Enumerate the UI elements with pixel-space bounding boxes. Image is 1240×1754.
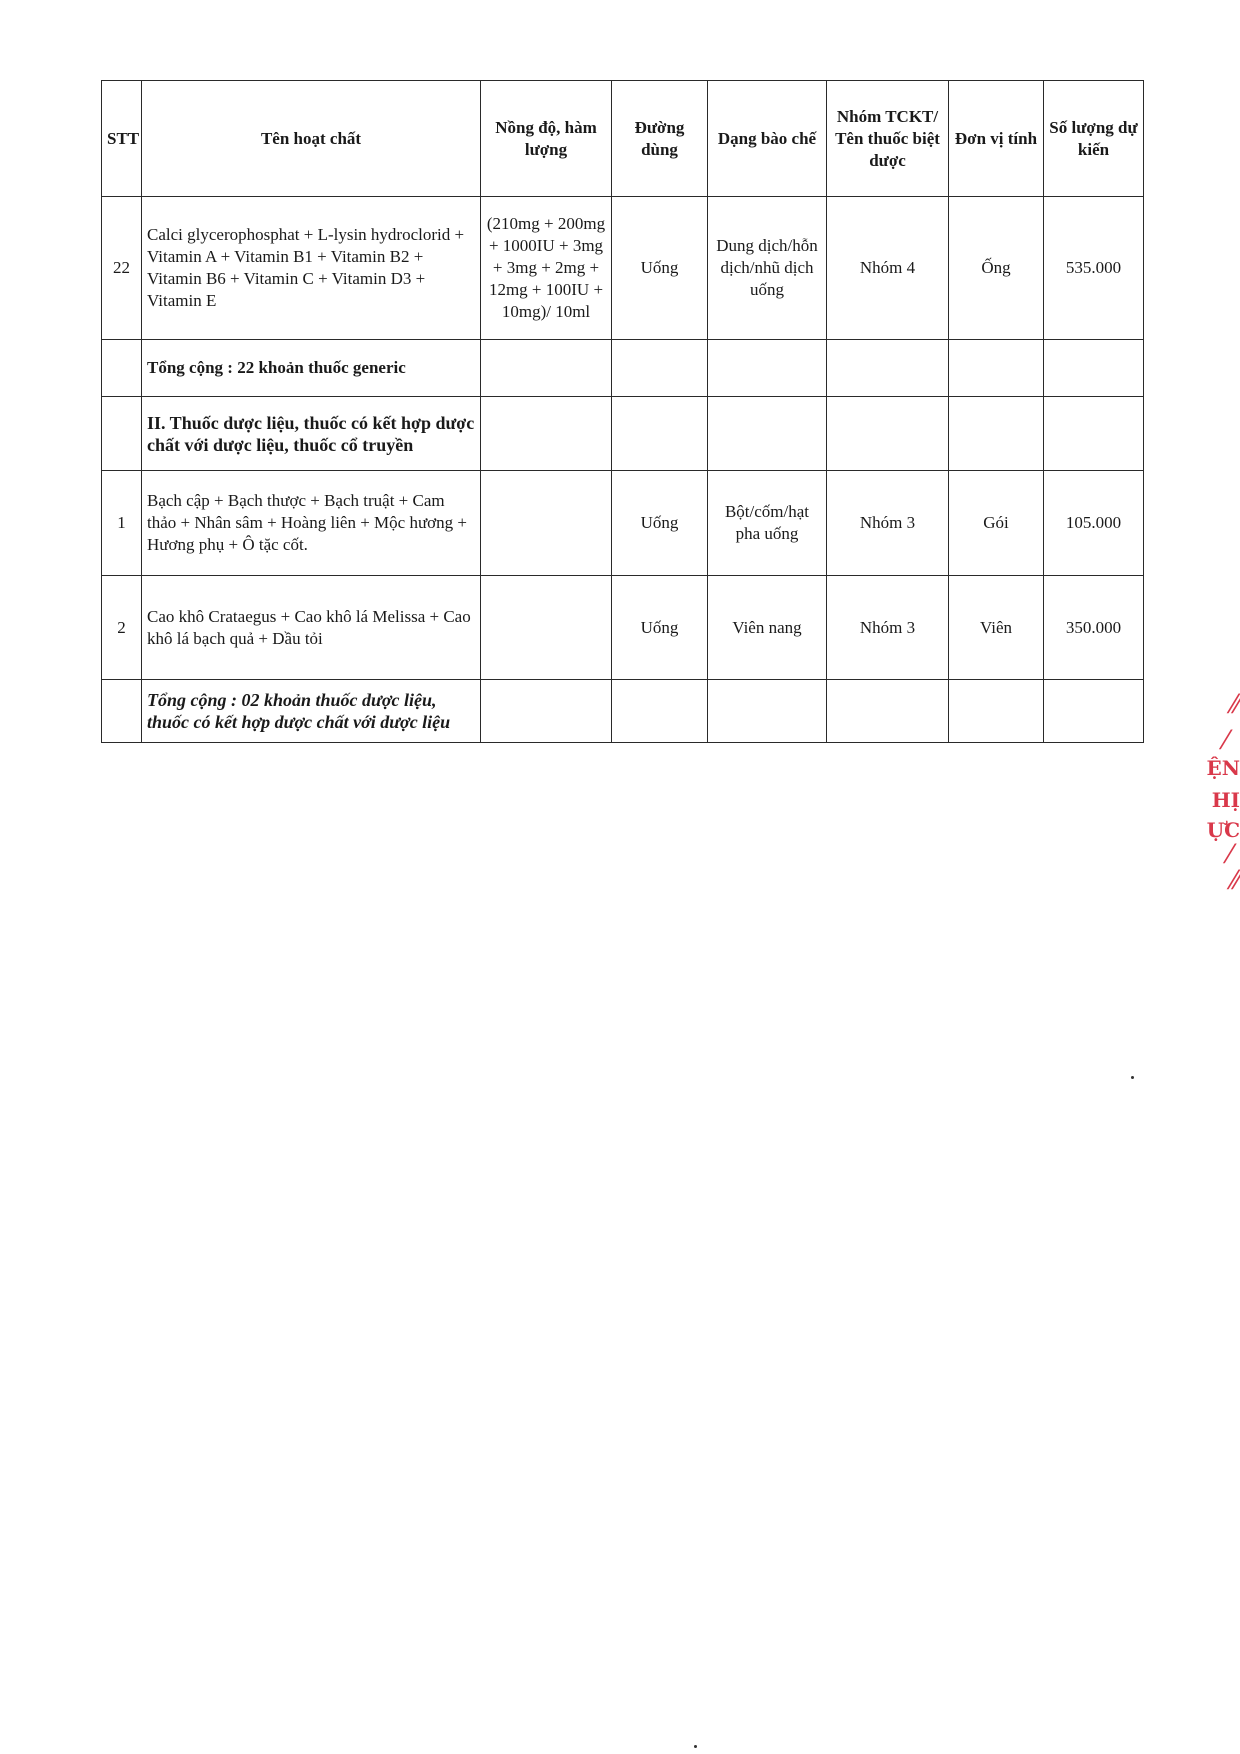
- cell-empty: [1044, 680, 1144, 743]
- cell-empty: [949, 340, 1044, 397]
- cell-empty: [481, 397, 612, 471]
- cell-name: Bạch cập + Bạch thược + Bạch truật + Cam thảo + Nhân sâm + Hoàng liên + Mộc hương + Hương phụ + Ô tặc cốt.: [142, 471, 481, 576]
- stamp-border-mark: ⁄⁄: [1231, 690, 1240, 720]
- cell-strength: [481, 471, 612, 576]
- stamp-text-fragment: HỊ: [1211, 788, 1240, 812]
- cell-empty: [612, 680, 708, 743]
- header-form: Dạng bào chế: [708, 81, 827, 197]
- cell-empty: [1044, 397, 1144, 471]
- cell-form: Dung dịch/hỗn dịch/nhũ dịch uống: [708, 197, 827, 340]
- total-generic-row: [102, 340, 1144, 397]
- cell-form: Bột/cốm/hạt pha uống: [708, 471, 827, 576]
- cell-empty: [102, 340, 142, 397]
- total-herbal-row: [102, 680, 1144, 743]
- cell-route: Uống: [612, 576, 708, 680]
- stamp-border-mark: ⁄⁄: [1231, 866, 1240, 896]
- header-route: Đường dùng: [612, 81, 708, 197]
- header-name: Tên hoạt chất: [142, 81, 481, 197]
- cell-qty: 105.000: [1044, 471, 1144, 576]
- cell-route: Uống: [612, 471, 708, 576]
- cell-empty: [481, 340, 612, 397]
- cell-unit: Viên: [949, 576, 1044, 680]
- stamp-text-fragment: ỆN: [1206, 756, 1240, 780]
- cell-stt: 2: [102, 576, 142, 680]
- cell-empty: [102, 680, 142, 743]
- scan-speck: [1131, 1076, 1134, 1079]
- cell-strength: [481, 576, 612, 680]
- header-stt: STT: [102, 81, 142, 197]
- cell-name: Calci glycerophosphat + L-lysin hydroclorid + Vitamin A + Vitamin B1 + Vitamin B2 + Vitamin B6 + Vitamin C + Vitamin D3 + Vitamin E: [142, 197, 481, 340]
- cell-empty: [827, 680, 949, 743]
- section-heading-row: [102, 397, 1144, 471]
- section2-title: II. Thuốc dược liệu, thuốc có kết hợp dược chất với dược liệu, thuốc cổ truyền: [142, 397, 481, 471]
- header-strength: Nồng độ, hàm lượng: [481, 81, 612, 197]
- cell-stt: 1: [102, 471, 142, 576]
- cell-empty: [827, 397, 949, 471]
- stamp-text-fragment: ỰC: [1206, 818, 1240, 842]
- cell-empty: [708, 340, 827, 397]
- cell-form: Viên nang: [708, 576, 827, 680]
- header-unit: Đơn vị tính: [949, 81, 1044, 197]
- cell-empty: [949, 680, 1044, 743]
- total-herbal-label: Tổng cộng : 02 khoản thuốc dược liệu, thuốc có kết hợp dược chất với dược liệu: [142, 680, 481, 743]
- cell-qty: 535.000: [1044, 197, 1144, 340]
- cell-empty: [102, 397, 142, 471]
- table-row: [102, 197, 1144, 340]
- cell-qty: 350.000: [1044, 576, 1144, 680]
- total-generic-label: Tổng cộng : 22 khoản thuốc generic: [142, 340, 481, 397]
- cell-group: Nhóm 3: [827, 576, 949, 680]
- cell-name: Cao khô Crataegus + Cao khô lá Melissa + Cao khô lá bạch quả + Dầu tỏi: [142, 576, 481, 680]
- scan-speck: [694, 1745, 697, 1748]
- cell-empty: [708, 680, 827, 743]
- cell-unit: Ống: [949, 197, 1044, 340]
- table-row: [102, 471, 1144, 576]
- cell-empty: [481, 680, 612, 743]
- cell-route: Uống: [612, 197, 708, 340]
- table-row: [102, 576, 1144, 680]
- cell-strength: (210mg + 200mg + 1000IU + 3mg + 3mg + 2mg + 12mg + 100IU + 10mg)/ 10ml: [481, 197, 612, 340]
- header-group: Nhóm TCKT/ Tên thuốc biệt dược: [827, 81, 949, 197]
- table-header-row: [102, 81, 1144, 197]
- drug-list-table: [101, 80, 1144, 743]
- stamp-border-mark: ⁄: [1227, 840, 1232, 870]
- cell-unit: Gói: [949, 471, 1044, 576]
- red-seal-stamp: [1205, 690, 1240, 900]
- cell-empty: [827, 340, 949, 397]
- cell-empty: [612, 340, 708, 397]
- stamp-border-mark: ⁄: [1223, 726, 1228, 756]
- cell-group: Nhóm 4: [827, 197, 949, 340]
- cell-empty: [949, 397, 1044, 471]
- cell-group: Nhóm 3: [827, 471, 949, 576]
- cell-empty: [1044, 340, 1144, 397]
- cell-stt: 22: [102, 197, 142, 340]
- header-qty: Số lượng dự kiến: [1044, 81, 1144, 197]
- cell-empty: [612, 397, 708, 471]
- cell-empty: [708, 397, 827, 471]
